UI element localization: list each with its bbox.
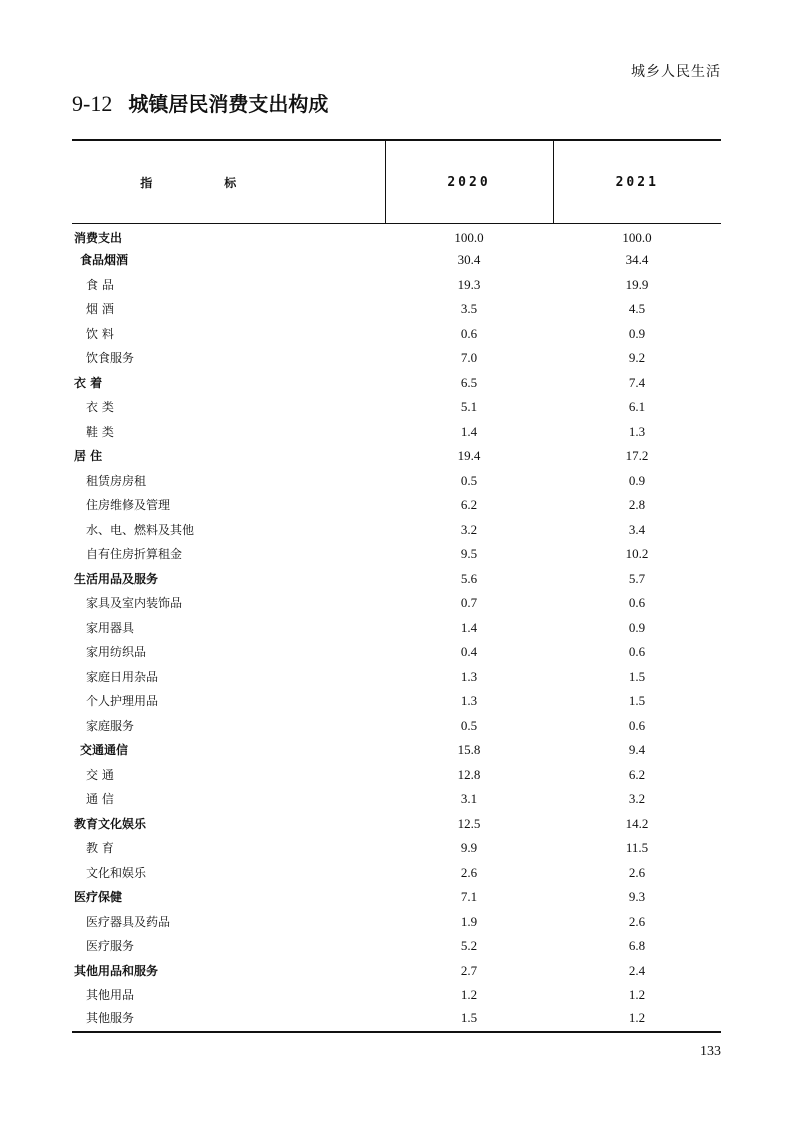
table-row — [72, 371, 721, 396]
value-2020: 19.4 — [457, 448, 481, 464]
value-2020: 3.5 — [460, 301, 478, 317]
value-2020: 3.1 — [460, 791, 478, 807]
value-2020: 30.4 — [457, 252, 481, 268]
table-row — [72, 567, 721, 592]
row-label: 其他用品和服务 — [74, 963, 159, 978]
value-2021: 5.7 — [628, 570, 646, 586]
table-row — [72, 836, 721, 861]
value-2021: 1.2 — [628, 987, 646, 1003]
row-label: 生活用品及服务 — [74, 571, 159, 586]
value-2021: 0.6 — [628, 595, 646, 611]
table-row — [72, 714, 721, 739]
column-header-2021: 2021 — [553, 140, 721, 224]
table-row — [72, 444, 721, 469]
row-label: 其他用品 — [86, 988, 135, 1003]
table-row — [72, 346, 721, 371]
row-label: 鞋 类 — [86, 424, 114, 439]
row-label: 烟 酒 — [86, 302, 114, 317]
value-2020: 1.9 — [460, 913, 478, 929]
row-label: 家具及室内装饰品 — [86, 596, 183, 611]
value-2020: 1.3 — [460, 668, 478, 684]
table-row — [72, 591, 721, 616]
value-2020: 9.9 — [460, 840, 478, 856]
row-label: 其他服务 — [72, 1008, 385, 1033]
value-2020: 1.3 — [460, 693, 478, 709]
value-2021: 9.3 — [628, 889, 646, 905]
table-row — [72, 910, 721, 935]
value-2020: 0.4 — [460, 644, 478, 660]
value-2020: 12.5 — [457, 815, 481, 831]
table-row — [72, 885, 721, 910]
table-row — [72, 934, 721, 959]
row-label: 交通通信 — [80, 743, 129, 758]
value-2021: 2.6 — [628, 913, 646, 929]
value-2020: 0.7 — [460, 595, 478, 611]
value-2020: 7.1 — [460, 889, 478, 905]
table-row — [72, 469, 721, 494]
table-body — [72, 224, 721, 1033]
value-2020: 5.2 — [460, 938, 478, 954]
table-header-row — [72, 140, 721, 224]
table-row — [72, 812, 721, 837]
value-2020: 19.3 — [457, 276, 481, 292]
section-header: 城乡人民生活 — [631, 64, 721, 80]
row-label: 饮 料 — [86, 326, 114, 341]
row-label: 医疗服务 — [86, 939, 135, 954]
table-row — [72, 224, 721, 249]
value-2021: 1.3 — [628, 423, 646, 439]
row-label: 教 育 — [86, 841, 114, 856]
value-2021: 9.4 — [628, 742, 646, 758]
value-2021: 100.0 — [622, 229, 652, 245]
value-2021: 11.5 — [625, 840, 649, 856]
value-2021: 7.4 — [628, 374, 646, 390]
table-row — [72, 665, 721, 690]
table-row — [72, 493, 721, 518]
table-row — [72, 297, 721, 322]
table-row — [72, 983, 721, 1008]
value-2020: 0.5 — [460, 472, 478, 488]
value-2020: 0.6 — [460, 325, 478, 341]
value-2020: 0.5 — [460, 717, 478, 733]
table-row — [72, 616, 721, 641]
value-2020: 6.5 — [460, 374, 478, 390]
table-row — [72, 322, 721, 347]
value-2021: 6.8 — [628, 938, 646, 954]
consumption-table — [72, 139, 721, 1033]
row-label: 食品烟酒 — [80, 253, 129, 268]
value-2020: 100.0 — [454, 229, 484, 245]
row-label: 食 品 — [86, 277, 114, 292]
page-title — [72, 88, 328, 117]
value-2021: 1.2 — [553, 1008, 721, 1033]
value-2021: 0.9 — [628, 325, 646, 341]
table-row — [72, 248, 721, 273]
row-label: 消费支出 — [74, 230, 123, 245]
value-2021: 2.8 — [628, 497, 646, 513]
value-2021: 0.6 — [628, 717, 646, 733]
value-2021: 3.4 — [628, 521, 646, 537]
table-row — [72, 273, 721, 298]
value-2020: 1.2 — [460, 987, 478, 1003]
value-2021: 4.5 — [628, 301, 646, 317]
row-label: 住房维修及管理 — [86, 498, 171, 513]
row-label: 水、电、燃料及其他 — [86, 522, 195, 537]
table-row — [72, 738, 721, 763]
row-label: 居 住 — [74, 449, 103, 464]
table-row — [72, 787, 721, 812]
table-row — [72, 518, 721, 543]
table-row — [72, 763, 721, 788]
value-2021: 34.4 — [625, 252, 649, 268]
table-row — [72, 689, 721, 714]
row-label: 租赁房房租 — [86, 473, 147, 488]
value-2021: 2.4 — [628, 962, 646, 978]
value-2020: 3.2 — [460, 521, 478, 537]
table-row — [72, 959, 721, 984]
value-2021: 9.2 — [628, 350, 646, 366]
value-2020: 9.5 — [460, 546, 478, 562]
column-header-2020: 2020 — [385, 140, 553, 224]
table-row — [72, 1008, 721, 1033]
row-label: 医疗保健 — [74, 890, 123, 905]
value-2021: 14.2 — [625, 815, 649, 831]
value-2021: 1.5 — [628, 668, 646, 684]
value-2020: 2.6 — [460, 864, 478, 880]
value-2021: 0.9 — [628, 619, 646, 635]
value-2020: 1.4 — [460, 619, 478, 635]
column-header-indicator: 指 标 — [72, 140, 385, 224]
value-2021: 2.6 — [628, 864, 646, 880]
row-label: 家庭日用杂品 — [86, 669, 159, 684]
value-2020: 5.6 — [460, 570, 478, 586]
table-number: 9-12 — [72, 91, 113, 116]
table-row — [72, 861, 721, 886]
table-row — [72, 542, 721, 567]
row-label: 衣 类 — [86, 400, 114, 415]
value-2021: 6.2 — [628, 766, 646, 782]
value-2021: 1.5 — [628, 693, 646, 709]
row-label: 家用纺织品 — [86, 645, 147, 660]
value-2021: 19.9 — [625, 276, 649, 292]
row-label: 饮食服务 — [86, 351, 135, 366]
row-label: 个人护理用品 — [86, 694, 159, 709]
value-2020: 1.4 — [460, 423, 478, 439]
value-2020: 2.7 — [460, 962, 478, 978]
value-2020: 6.2 — [460, 497, 478, 513]
value-2021: 17.2 — [625, 448, 649, 464]
table-title: 城镇居民消费支出构成 — [128, 92, 329, 116]
value-2021: 6.1 — [628, 399, 646, 415]
row-label: 家庭服务 — [86, 718, 135, 733]
table-row — [72, 420, 721, 445]
value-2021: 0.6 — [628, 644, 646, 660]
value-2021: 3.2 — [628, 791, 646, 807]
value-2021: 10.2 — [625, 546, 649, 562]
table-row — [72, 395, 721, 420]
table-row — [72, 640, 721, 665]
row-label: 教育文化娱乐 — [74, 816, 147, 831]
page-number: 133 — [700, 1044, 721, 1059]
row-label: 交 通 — [86, 767, 114, 782]
row-label: 医疗器具及药品 — [86, 914, 171, 929]
row-label: 衣 着 — [74, 375, 103, 390]
row-label: 文化和娱乐 — [86, 865, 147, 880]
row-label: 家用器具 — [86, 620, 135, 635]
value-2020: 7.0 — [460, 350, 478, 366]
row-label: 通 信 — [86, 792, 114, 807]
value-2021: 0.9 — [628, 472, 646, 488]
value-2020: 15.8 — [457, 742, 481, 758]
row-label: 自有住房折算租金 — [86, 547, 183, 562]
value-2020: 5.1 — [460, 399, 478, 415]
value-2020: 12.8 — [457, 766, 481, 782]
value-2020: 1.5 — [385, 1008, 553, 1033]
